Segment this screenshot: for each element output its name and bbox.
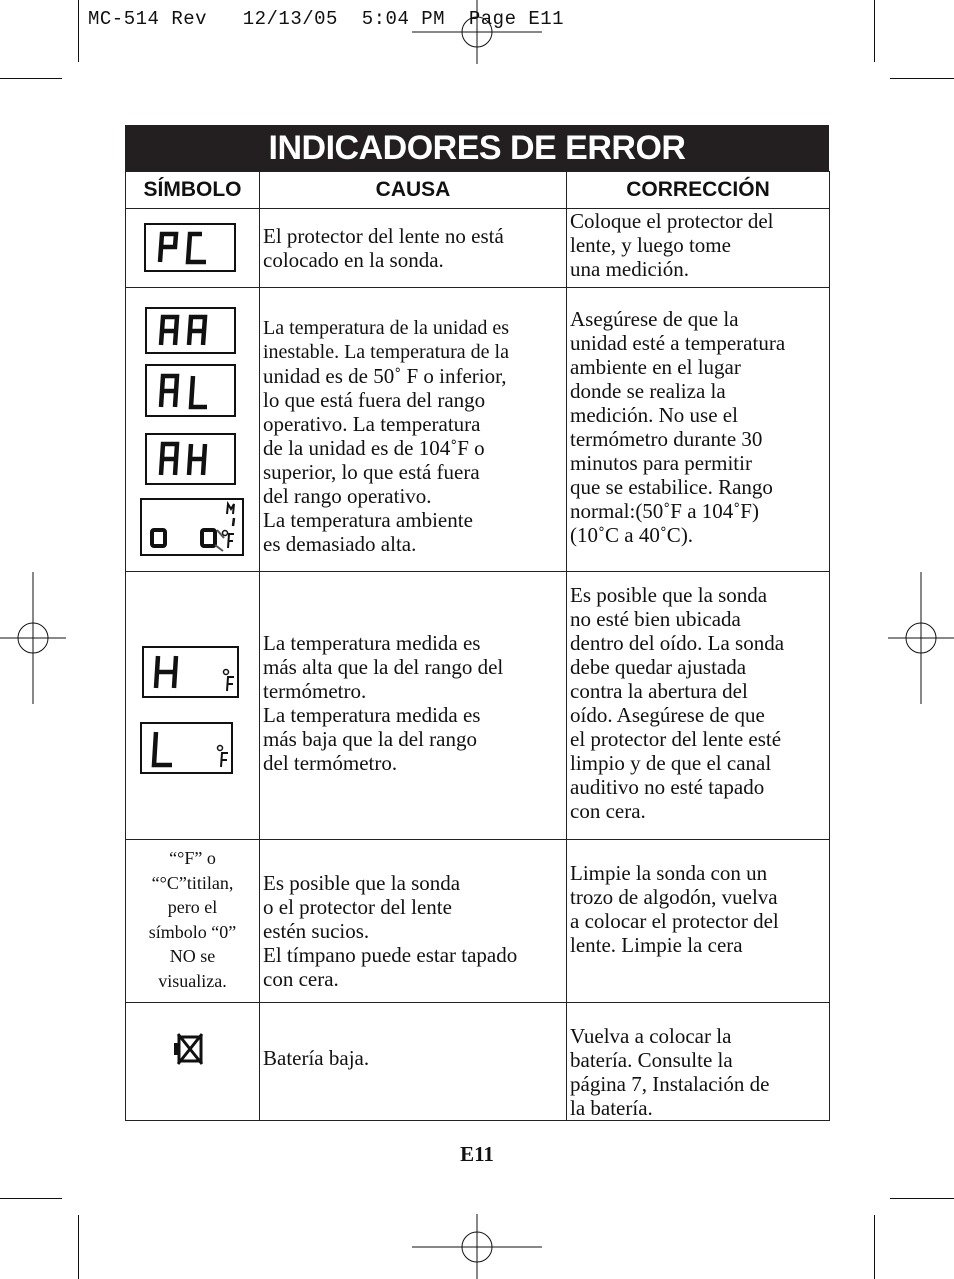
low-battery-icon	[174, 1031, 208, 1067]
crop-mark	[874, 1215, 875, 1279]
crop-mark	[0, 1198, 62, 1199]
table-header-row	[126, 172, 830, 209]
lcd-al-icon	[145, 364, 236, 417]
header-cause: CAUSA	[260, 172, 567, 209]
correction-cell: Es posible que la sonda no esté bien ubicada dentro del oído. La sonda debe quedar ajustada contra la abertura del oído. Asegúrese de que el protector del lente esté limpio y de que el canal auditivo no esté tapado con cera.	[567, 572, 830, 840]
table-row	[126, 1003, 830, 1121]
header-symbol: SÍMBOLO	[126, 172, 260, 209]
correction-cell: Asegúrese de que la unidad esté a temperatura ambiente en el lugar donde se realiza la medición. No use el termómetro durante 30 minutos para permitir que se estabilice. Rango normal:(50˚F a 104˚F) (10˚C a 40˚C).	[567, 288, 830, 572]
header-correction: CORRECCIÓN	[567, 172, 830, 209]
lcd-ah-icon	[145, 433, 236, 485]
symbol-cell	[126, 209, 260, 288]
cause-cell: Es posible que la sonda o el protector del lente estén sucios. El tímpano puede estar tapado con cera.	[260, 840, 567, 1003]
error-table-container	[125, 125, 829, 1121]
correction-cell: Vuelva a colocar la batería. Consulte la página 7, Instalación de la batería.	[567, 1003, 830, 1121]
page-title: INDICADORES DE ERROR	[125, 125, 829, 171]
symbol-cell	[126, 1003, 260, 1121]
crop-mark	[890, 78, 954, 79]
cause-cell: La temperatura medida es más alta que la del rango del termómetro. La temperatura medida es más baja que la del rango del termómetro.	[260, 572, 567, 840]
page-number: E11	[460, 1142, 494, 1166]
blinking-units-note: “°F” o “°C”titilan, pero el símbolo “0” NO se visualiza.	[148, 848, 237, 991]
registration-mark-bottom	[412, 1214, 542, 1279]
crop-mark	[78, 1215, 79, 1279]
lcd-flashing-degree-icon	[140, 498, 244, 556]
symbol-cell	[126, 572, 260, 840]
table-row	[126, 840, 830, 1003]
lcd-low-icon	[140, 722, 233, 774]
crop-mark	[0, 78, 62, 79]
cause-cell: El protector del lente no está colocado en la sonda.	[260, 209, 567, 288]
cause-cell: La temperatura de la unidad es inestable. La temperatura de la unidad es de 50˚ F o inferior, lo que está fuera del rango operativo. La temperatura de la unidad es de 104˚F o superior, lo que está fuera del rango operativo. La temperatura ambiente es demasiado alta.	[260, 288, 567, 572]
registration-mark-left	[0, 572, 66, 704]
symbol-cell	[126, 840, 260, 1003]
crop-mark	[874, 0, 875, 62]
error-indicators-table	[125, 171, 830, 1121]
table-row	[126, 572, 830, 840]
table-row	[126, 288, 830, 572]
print-slug: MC-514 Rev 12/13/05 5:04 PM Page E11	[88, 8, 565, 30]
lcd-pc-icon	[144, 223, 236, 272]
correction-cell: Coloque el protector del lente, y luego tome una medición.	[567, 209, 830, 288]
crop-mark	[890, 1198, 954, 1199]
registration-mark-right	[888, 572, 954, 704]
correction-cell: Limpie la sonda con un trozo de algodón, vuelva a colocar el protector del lente. Limpie la cera	[567, 840, 830, 1003]
symbol-cell	[126, 288, 260, 572]
lcd-high-icon	[142, 646, 239, 698]
table-row	[126, 209, 830, 288]
lcd-aa-icon	[145, 307, 236, 354]
crop-mark	[78, 0, 79, 62]
cause-cell: Batería baja.	[260, 1003, 567, 1121]
registration-mark-top	[412, 0, 542, 64]
